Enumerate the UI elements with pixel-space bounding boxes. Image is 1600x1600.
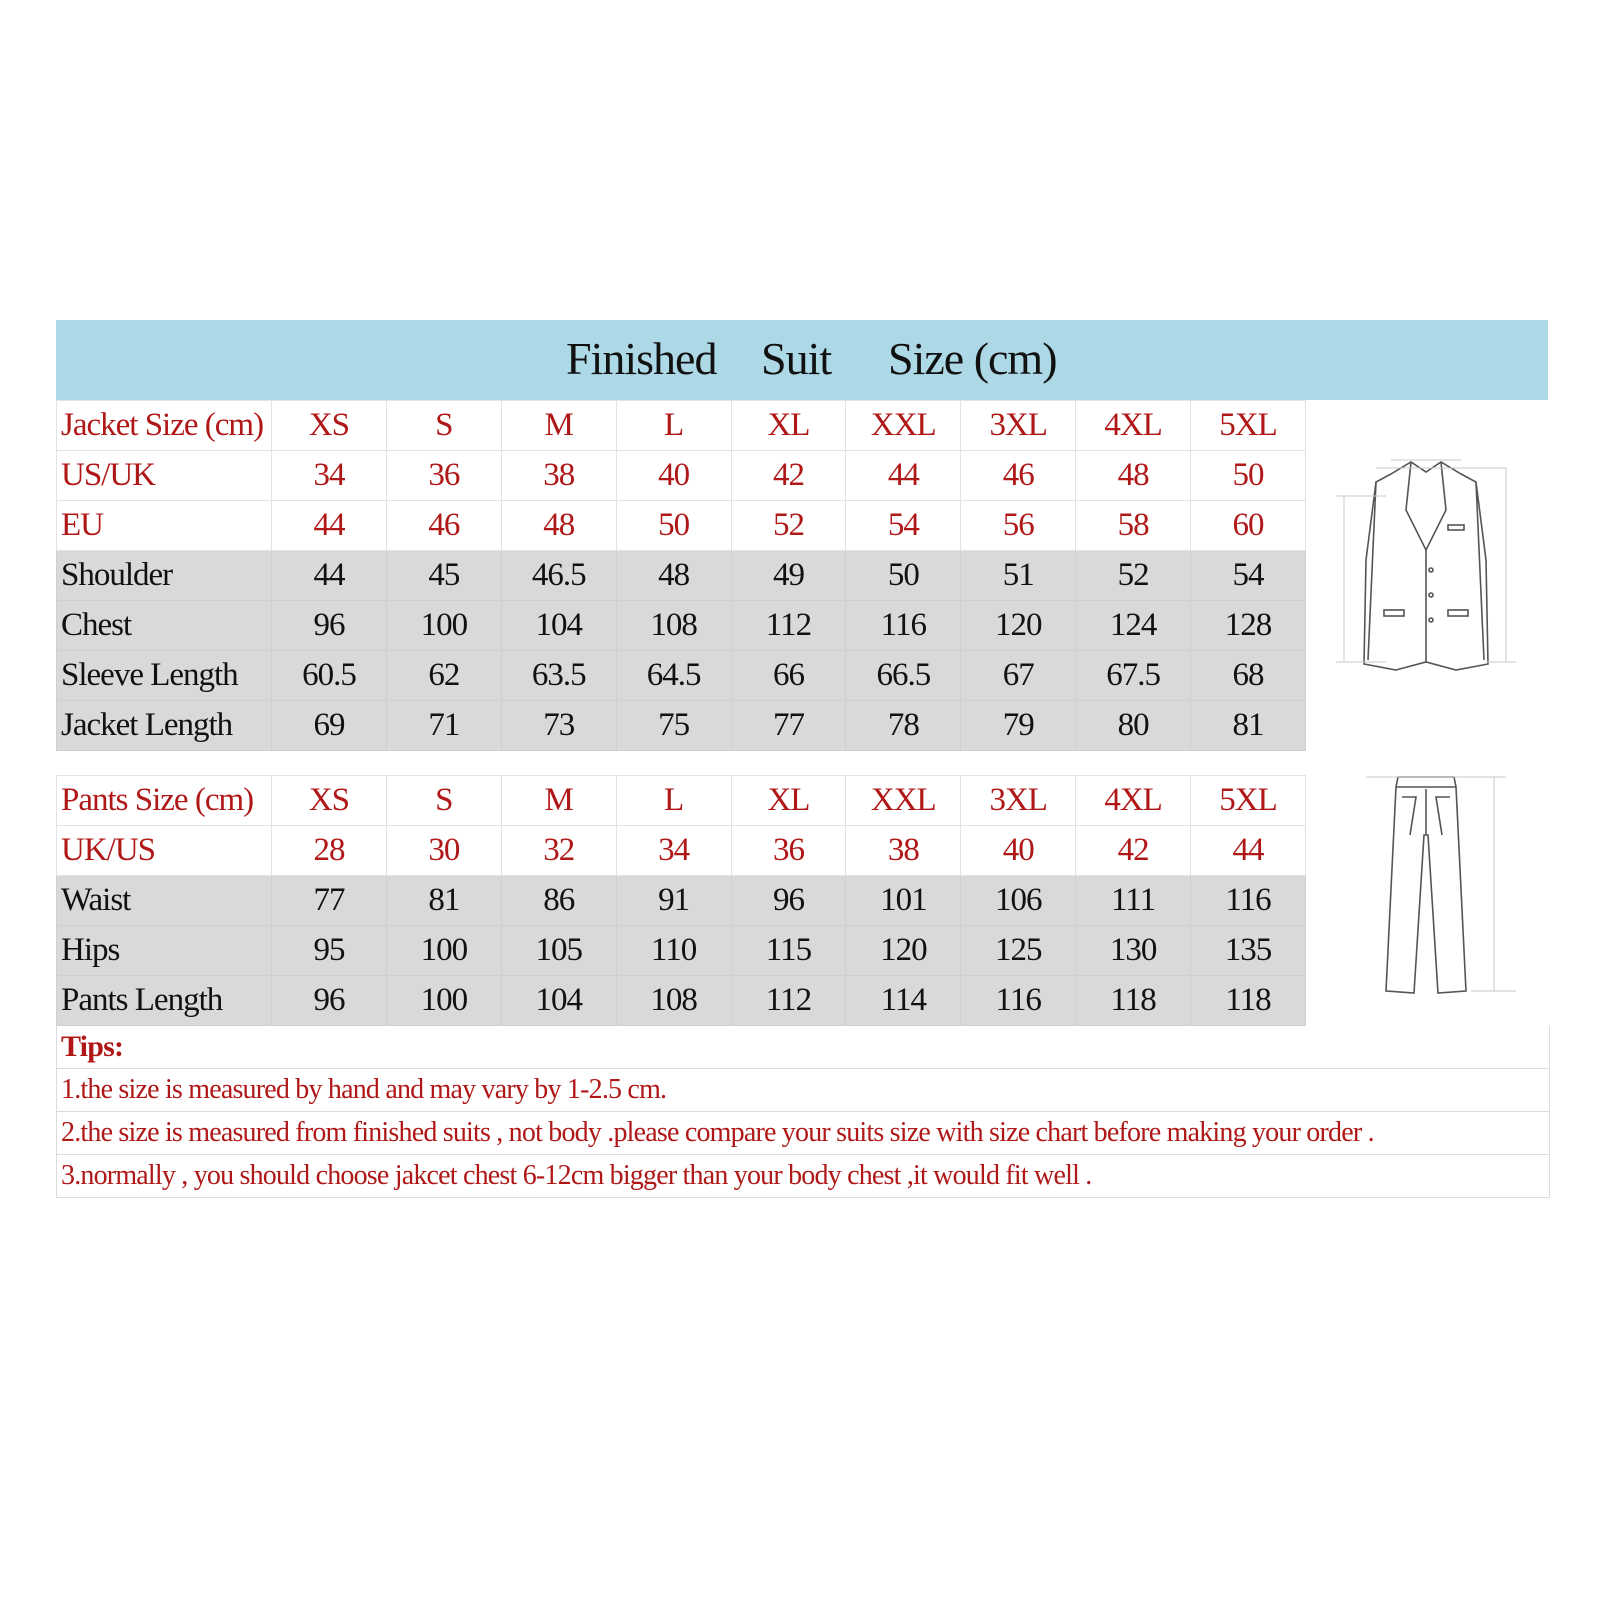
pants-section [56,775,1548,1026]
row-label: Chest [57,601,272,651]
size-cell: 42 [1076,826,1191,876]
jacket-diagram-icon [1306,400,1548,740]
size-cell: 118 [1076,976,1191,1026]
table-row [57,451,1306,501]
size-cell: 104 [501,601,616,651]
size-cell: 38 [846,826,961,876]
size-cell: 63.5 [501,651,616,701]
size-cell: 96 [731,876,846,926]
size-cell: 95 [272,926,387,976]
table-row [57,826,1306,876]
size-cell: 106 [961,876,1076,926]
size-cell: 5XL [1191,776,1306,826]
size-cell: 80 [1076,701,1191,751]
table-row [57,551,1306,601]
table-row [57,926,1306,976]
size-cell: 115 [731,926,846,976]
size-cell: 110 [616,926,731,976]
row-label: Waist [57,876,272,926]
size-cell: 54 [1191,551,1306,601]
size-cell: 44 [846,451,961,501]
size-cell: S [386,776,501,826]
size-cell: 91 [616,876,731,926]
chart-title-bar [56,320,1548,400]
tips-title: Tips: [57,1026,1549,1069]
jacket-section [56,400,1548,751]
size-cell: 49 [731,551,846,601]
size-cell: 36 [731,826,846,876]
table-row [57,776,1306,826]
size-cell: 100 [386,601,501,651]
size-cell: 124 [1076,601,1191,651]
size-cell: 96 [272,976,387,1026]
pants-diagram-icon [1306,775,1548,1021]
size-chart [56,320,1548,1198]
size-cell: 66 [731,651,846,701]
size-cell: XL [731,776,846,826]
table-row [57,876,1306,926]
size-cell: 112 [731,601,846,651]
size-cell: 5XL [1191,401,1306,451]
size-cell: 52 [1076,551,1191,601]
size-cell: 46 [386,501,501,551]
size-cell: XXL [846,401,961,451]
table-row [57,651,1306,701]
row-label: Pants Length [57,976,272,1026]
size-cell: 125 [961,926,1076,976]
size-cell: 40 [616,451,731,501]
size-cell: 108 [616,601,731,651]
size-cell: 44 [1191,826,1306,876]
size-cell: 32 [501,826,616,876]
size-cell: M [501,401,616,451]
size-cell: 67.5 [1076,651,1191,701]
size-cell: 50 [846,551,961,601]
size-cell: 68 [1191,651,1306,701]
size-cell: 100 [386,926,501,976]
size-cell: 108 [616,976,731,1026]
size-cell: 46.5 [501,551,616,601]
pants-figure [1306,775,1548,1021]
size-cell: 128 [1191,601,1306,651]
tip-line-3: 3.normally , you should choose jakcet chest 6-12cm bigger than your body chest ,it would fit well . [61,1160,1092,1191]
size-cell: L [616,776,731,826]
size-cell: 71 [386,701,501,751]
row-label: Hips [57,926,272,976]
size-cell: 66.5 [846,651,961,701]
size-cell: 48 [616,551,731,601]
size-cell: 3XL [961,776,1076,826]
row-label: Jacket Length [57,701,272,751]
table-row [57,401,1306,451]
size-cell: 28 [272,826,387,876]
size-cell: 4XL [1076,401,1191,451]
size-cell: 58 [1076,501,1191,551]
jacket-size-table [56,400,1306,751]
size-cell: 34 [616,826,731,876]
table-row [57,701,1306,751]
size-cell: 78 [846,701,961,751]
table-row [57,976,1306,1026]
size-cell: 30 [386,826,501,876]
tip-line-2: 2.the size is measured from finished suits , not body .please compare your suits size with size chart before making your order . [57,1112,1549,1155]
size-cell: 54 [846,501,961,551]
table-row [57,601,1306,651]
size-cell: 75 [616,701,731,751]
size-cell: 4XL [1076,776,1191,826]
size-cell: 56 [961,501,1076,551]
tips-box [56,1026,1550,1198]
title-size: Size (cm) [888,333,1057,384]
size-cell: S [386,401,501,451]
size-cell: 42 [731,451,846,501]
size-cell: 116 [846,601,961,651]
size-cell: 77 [272,876,387,926]
size-cell: 135 [1191,926,1306,976]
size-cell: M [501,776,616,826]
size-cell: 69 [272,701,387,751]
size-cell: 52 [731,501,846,551]
row-label: US/UK [57,451,272,501]
row-label: Sleeve Length [57,651,272,701]
pants-size-table [56,775,1306,1026]
size-cell: 101 [846,876,961,926]
title-finished: Finished [566,333,717,384]
size-cell: 3XL [961,401,1076,451]
size-cell: 111 [1076,876,1191,926]
size-cell: 77 [731,701,846,751]
size-cell: 50 [1191,451,1306,501]
size-cell: 118 [1191,976,1306,1026]
size-cell: 40 [961,826,1076,876]
size-cell: 48 [1076,451,1191,501]
size-cell: 112 [731,976,846,1026]
row-label: EU [57,501,272,551]
size-cell: 116 [1191,876,1306,926]
size-cell: 46 [961,451,1076,501]
size-cell: XS [272,776,387,826]
size-cell: 44 [272,551,387,601]
size-cell: 38 [501,451,616,501]
size-cell: 36 [386,451,501,501]
table-row [57,501,1306,551]
size-cell: 120 [846,926,961,976]
size-cell: 60 [1191,501,1306,551]
row-label: UK/US [57,826,272,876]
size-cell: 34 [272,451,387,501]
size-cell: 60.5 [272,651,387,701]
size-cell: 45 [386,551,501,601]
size-cell: 100 [386,976,501,1026]
size-cell: 67 [961,651,1076,701]
size-cell: 44 [272,501,387,551]
size-cell: 104 [501,976,616,1026]
tip-line-1: 1.the size is measured by hand and may vary by 1-2.5 cm. [57,1069,1549,1112]
size-cell: XXL [846,776,961,826]
size-cell: 48 [501,501,616,551]
size-cell: XL [731,401,846,451]
size-cell: 62 [386,651,501,701]
size-cell: 64.5 [616,651,731,701]
size-cell: 79 [961,701,1076,751]
size-cell: 120 [961,601,1076,651]
size-cell: 51 [961,551,1076,601]
row-label: Jacket Size (cm) [57,401,272,451]
jacket-figure [1306,400,1548,740]
title-suit: Suit [761,333,832,384]
size-cell: 130 [1076,926,1191,976]
size-cell: 50 [616,501,731,551]
size-cell: 86 [501,876,616,926]
row-label: Pants Size (cm) [57,776,272,826]
size-cell: XS [272,401,387,451]
size-cell: L [616,401,731,451]
size-cell: 116 [961,976,1076,1026]
size-cell: 96 [272,601,387,651]
size-cell: 81 [1191,701,1306,751]
size-cell: 81 [386,876,501,926]
size-cell: 73 [501,701,616,751]
size-cell: 105 [501,926,616,976]
row-label: Shoulder [57,551,272,601]
size-cell: 114 [846,976,961,1026]
